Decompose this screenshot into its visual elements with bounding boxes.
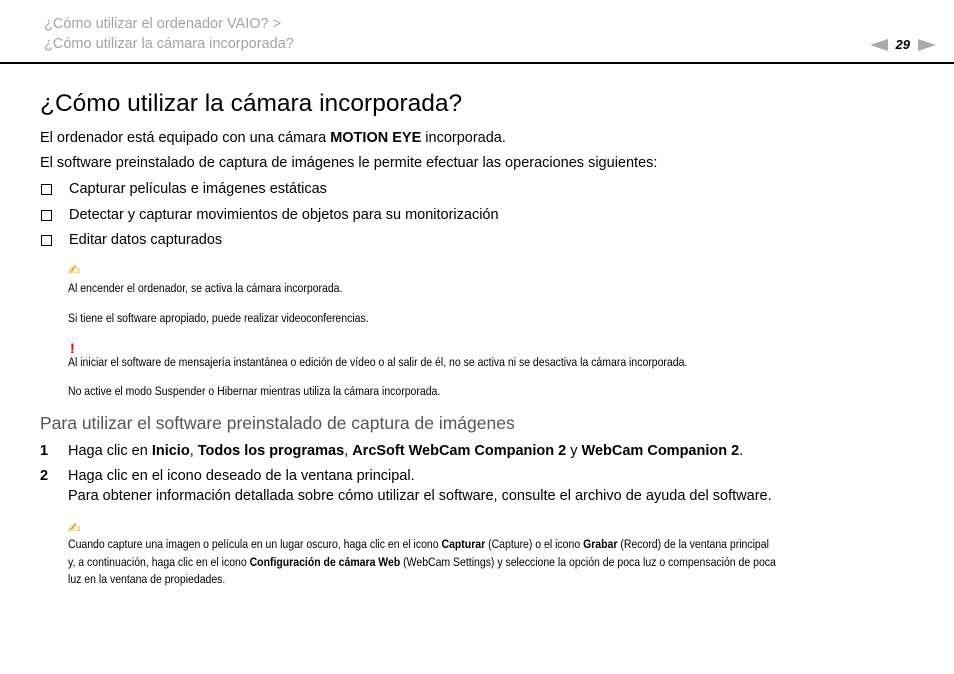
list-item: Capturar películas e imágenes estáticas [40,181,327,197]
intro-paragraph-2: El software preinstalado de captura de imágenes le permite efectuar las operaciones siguientes: [40,155,658,171]
checkbox-bullet-icon [41,210,52,221]
step-number: 1 [40,443,49,459]
tip-text: y, a continuación, haga clic en el icono Configuración de cámara Web (WebCam Settings) y seleccione la opción de poca luz o compensación de poca [68,555,776,569]
page-title: ¿Cómo utilizar la cámara incorporada? [40,90,463,117]
page-number: 29 [895,37,910,52]
step-number: 2 [40,468,49,484]
checkbox-bullet-icon [41,184,52,195]
tip-text: Cuando capture una imagen o película en un lugar oscuro, haga clic en el icono Capturar (Capture) o el icono Grabar (Record) de la ventana principal [68,537,769,551]
note-text: Al encender el ordenador, se activa la cámara incorporada. [68,281,343,295]
next-page-arrow-icon[interactable] [918,39,936,51]
list-item: Editar datos capturados [40,232,222,248]
note-text: Si tiene el software apropiado, puede realizar videoconferencias. [68,311,369,325]
checkbox-bullet-icon [41,235,52,246]
page-header [0,0,954,64]
intro-paragraph-1: El ordenador está equipado con una cámara MOTION EYE incorporada. [40,130,506,146]
breadcrumb-parent[interactable]: ¿Cómo utilizar el ordenador VAIO? > [44,16,282,32]
warning-text: No active el modo Suspender o Hibernar mientras utiliza la cámara incorporada. [68,384,441,398]
warning-text: Al iniciar el software de mensajería instantánea o edición de vídeo o al salir de él, no se activa ni se desactiva la cámara incorporada. [68,355,688,369]
breadcrumb-current: ¿Cómo utilizar la cámara incorporada? [44,36,294,52]
list-item: Detectar y capturar movimientos de objetos para su monitorización [40,207,499,223]
section-subtitle: Para utilizar el software preinstalado de captura de imágenes [40,413,515,433]
previous-page-arrow-icon[interactable] [870,39,888,51]
header-divider [0,62,954,64]
note-pencil-icon: ✍ [68,261,81,279]
warning-icon: ! [70,340,75,356]
page-navigation [870,37,936,52]
step-text: Para obtener información detallada sobre cómo utilizar el software, consulte el archivo de ayuda del software. [68,488,772,504]
tip-pencil-icon: ✍ [68,519,81,537]
tip-text: luz en la ventana de propiedades. [68,572,226,586]
step-text: Haga clic en el icono deseado de la ventana principal. [68,468,415,484]
step-text: Haga clic en Inicio, Todos los programas, ArcSoft WebCam Companion 2 y WebCam Companion 2. [68,443,744,459]
